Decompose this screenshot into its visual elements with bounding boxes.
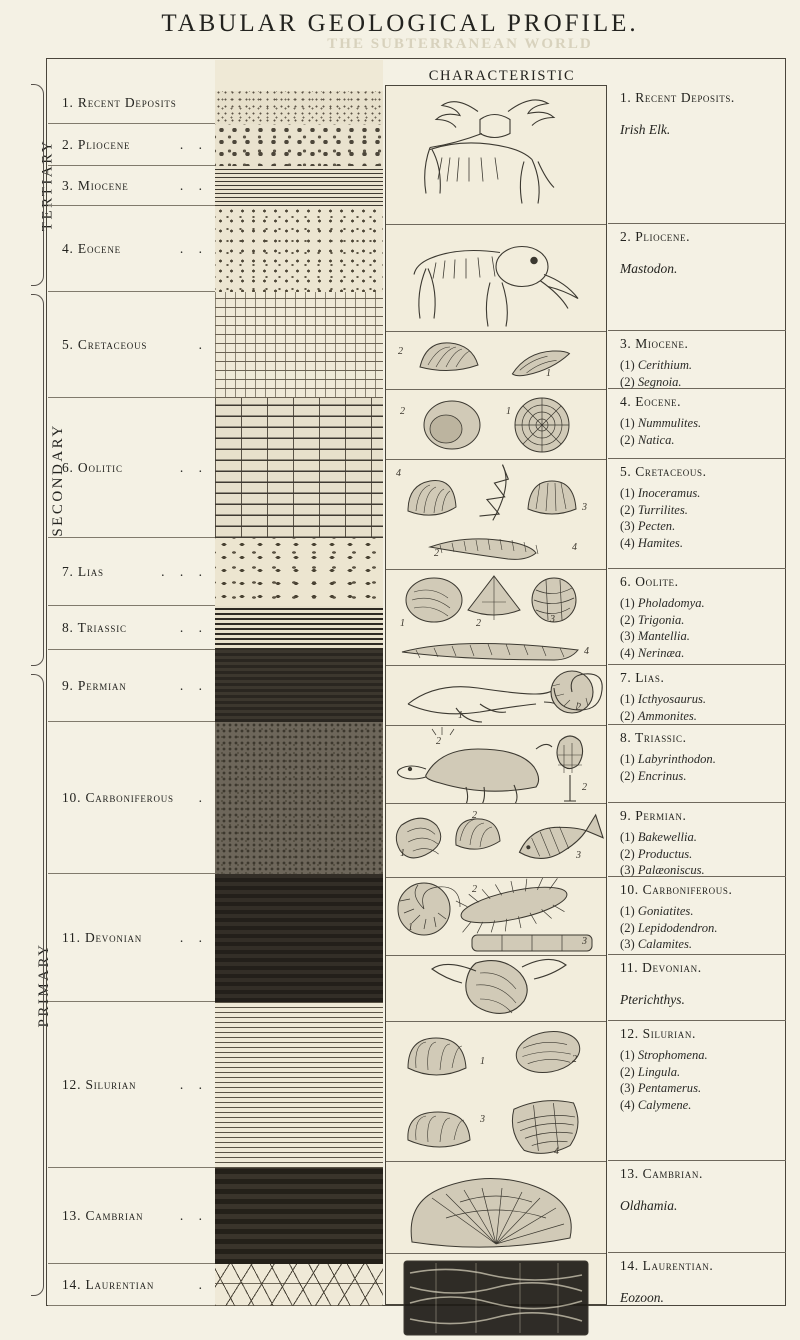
species-name: Lepidodendron.	[637, 920, 718, 935]
fossil-species-item	[620, 645, 778, 662]
stratum-label: 10. Carboniferous	[62, 789, 174, 805]
era-label: TERTIARY	[39, 138, 56, 232]
fossil-index-number: 4	[584, 646, 589, 657]
stratum-row[interactable]	[48, 722, 216, 874]
ghost-title-bleedthrough: THE SUBTERRANEAN WORLD	[327, 36, 593, 52]
fossil-species-name: Pterichthys.	[620, 992, 685, 1007]
fossil-description-title: 2. Pliocene.	[620, 229, 691, 244]
strata-band-oolitic	[215, 398, 383, 538]
stratum-row[interactable]	[48, 166, 216, 206]
species-name: Mantellia.	[637, 629, 690, 644]
fossil-index-number: 2	[582, 782, 587, 793]
fossil-description-title: 5. Cretaceous.	[620, 464, 707, 479]
era-group-tertiary	[0, 80, 56, 290]
stratum-row[interactable]	[48, 206, 216, 292]
fossil-index-number: 2	[434, 548, 439, 559]
fossil-description-cell-10	[608, 877, 786, 955]
species-index: (1)	[620, 830, 635, 844]
fossil-index-number: 4	[554, 1146, 559, 1157]
devonian-pterichthys-illustration	[386, 956, 606, 1021]
era-group-secondary	[0, 290, 67, 670]
stratum-row[interactable]	[48, 82, 216, 124]
species-index: (3)	[620, 629, 635, 644]
fossil-description-cell-2	[608, 224, 786, 331]
species-index: (1)	[620, 1048, 635, 1062]
fossil-cell-9	[386, 804, 606, 878]
fossil-description-cell-6	[608, 569, 786, 665]
strata-band-recent-deposits	[215, 82, 383, 124]
species-name: Inoceramus.	[637, 486, 701, 500]
fossil-species-name: Eozoon.	[620, 1290, 664, 1305]
fossil-cell-13	[386, 1162, 606, 1254]
stratum-label: 1. Recent Deposits	[62, 94, 177, 110]
fossil-description-title: 7. Lias.	[620, 670, 665, 685]
fossil-description-cell-1	[608, 85, 786, 224]
species-name: Ammonites.	[637, 708, 697, 723]
species-index: (2)	[620, 920, 635, 935]
oolite-shells-illustration	[386, 570, 606, 665]
strata-band-miocene	[215, 166, 383, 206]
species-name: Goniatites.	[637, 904, 694, 918]
fossil-index-number: 1	[458, 710, 463, 721]
fossil-cell-6	[386, 570, 606, 666]
fossil-species-list	[620, 903, 778, 953]
fossil-cell-14	[386, 1254, 606, 1340]
species-name: Nummulites.	[637, 416, 702, 430]
fossil-index-number: 1	[506, 406, 511, 417]
strata-band-permian	[215, 650, 383, 722]
fossil-description-title: 1. Recent Deposits.	[620, 90, 735, 105]
fossil-index-number: 1	[400, 618, 405, 629]
species-index: (1)	[620, 486, 635, 500]
fossil-index-number: 1	[400, 848, 405, 859]
fossil-cell-3	[386, 332, 606, 390]
stratum-row[interactable]	[48, 606, 216, 650]
species-index: (3)	[620, 863, 635, 878]
strata-name-column	[48, 60, 216, 1306]
species-index: (4)	[620, 1097, 635, 1112]
species-index: (4)	[620, 645, 635, 660]
species-index: (2)	[620, 432, 635, 447]
fossil-image-column	[385, 85, 607, 1305]
fossil-species-item	[620, 691, 778, 708]
stratum-leader-dots: . .	[179, 136, 208, 152]
species-index: (3)	[620, 1081, 635, 1096]
page-title: TABULAR GEOLOGICAL PROFILE.	[161, 10, 639, 37]
fossil-species-item	[620, 518, 778, 535]
strata-graphic-column	[215, 60, 383, 1306]
fossil-description-cell-4	[608, 389, 786, 459]
fossil-index-number: 2	[576, 702, 581, 713]
species-name: Hamites.	[637, 535, 683, 550]
fossil-species-item	[620, 485, 778, 502]
fossil-species-item	[620, 1080, 778, 1097]
era-bracket-column	[0, 58, 67, 1306]
fossil-description-cell-14	[608, 1253, 786, 1339]
fossil-species-list	[620, 595, 778, 661]
fossil-species-list	[620, 829, 778, 879]
era-group-primary	[0, 670, 53, 1300]
fossil-index-number: 3	[576, 850, 581, 861]
laurentian-eozoon-illustration	[386, 1254, 606, 1340]
stratum-label: 14. Laurentian	[62, 1276, 155, 1292]
fossil-description-title: 8. Triassic.	[620, 730, 687, 745]
stratum-leader-dots: .	[198, 1276, 208, 1292]
species-index: (3)	[620, 937, 635, 952]
stratum-row[interactable]	[48, 1002, 216, 1168]
fossil-species-item	[620, 612, 778, 629]
species-name: Lingula.	[637, 1064, 681, 1079]
species-name: Productus.	[637, 846, 693, 861]
fossil-species-item	[620, 1097, 778, 1114]
stratum-label: 6. Oolitic	[62, 459, 123, 475]
fossil-species-item	[620, 936, 778, 953]
fossil-species-item	[620, 829, 778, 846]
stratum-row[interactable]	[48, 124, 216, 166]
fossil-index-number: 2	[472, 884, 477, 895]
fossil-species-item	[620, 903, 778, 920]
species-index: (3)	[620, 519, 635, 534]
era-bracket	[31, 294, 44, 666]
species-index: (4)	[620, 535, 635, 550]
fossil-species-item	[620, 628, 778, 645]
cambrian-oldhamia-illustration	[386, 1162, 606, 1253]
triassic-labyrinthodon-encrinus-illustration	[386, 726, 606, 803]
stratum-leader-dots: . .	[179, 177, 208, 193]
stratum-leader-dots: . .	[179, 459, 208, 475]
fossil-species-list	[620, 751, 778, 784]
strata-band-cambrian	[215, 1168, 383, 1264]
fossil-description-title: 11. Devonian.	[620, 960, 702, 975]
irish-elk-skeleton-illustration	[386, 86, 606, 224]
fossil-species-name: Irish Elk.	[620, 122, 671, 137]
stratum-leader-dots: .	[198, 789, 208, 805]
strata-band-triassic	[215, 606, 383, 650]
fossil-species-item	[620, 920, 778, 937]
lias-ichthyosaurus-ammonite-illustration	[386, 666, 606, 725]
stratum-leader-dots: . .	[179, 240, 208, 256]
species-name: Strophomena.	[637, 1048, 708, 1062]
stratum-leader-dots: . .	[179, 677, 208, 693]
species-name: Calymene.	[637, 1097, 692, 1112]
fossil-description-cell-5	[608, 459, 786, 569]
fossil-description-cell-11	[608, 955, 786, 1021]
fossil-species-item	[620, 1064, 778, 1081]
stratum-row[interactable]	[48, 1264, 216, 1306]
stratum-label: 13. Cambrian	[62, 1207, 144, 1223]
fossil-species-item	[620, 432, 778, 449]
stratum-row[interactable]	[48, 538, 216, 606]
fossil-species-item	[620, 751, 778, 768]
fossil-cell-5	[386, 460, 606, 570]
fossil-species-list	[620, 1047, 778, 1113]
fossil-index-number: 2	[400, 406, 405, 417]
species-name: Segnoia.	[637, 374, 682, 389]
species-index: (2)	[620, 768, 635, 783]
species-name: Cerithium.	[637, 358, 693, 372]
stratum-label: 9. Permian	[62, 677, 127, 693]
stratum-label: 8. Triassic	[62, 619, 127, 635]
fossil-index-number: 2	[476, 618, 481, 629]
species-index: (2)	[620, 1064, 635, 1079]
stratum-row[interactable]	[48, 650, 216, 722]
species-index: (2)	[620, 846, 635, 861]
stratum-leader-dots: . .	[179, 929, 208, 945]
fossil-index-number: 3	[550, 614, 555, 625]
profile-frame	[46, 58, 786, 1306]
species-index: (1)	[620, 596, 635, 610]
fossil-description-cell-3	[608, 331, 786, 389]
fossil-species-item	[620, 708, 778, 725]
stratum-label: 12. Silurian	[62, 1076, 137, 1092]
species-name: Nerinæa.	[637, 645, 685, 660]
era-bracket	[31, 674, 44, 1296]
species-index: (1)	[620, 752, 635, 766]
fossil-species-item	[620, 415, 778, 432]
species-name: Trigonia.	[637, 612, 685, 627]
permian-shells-fish-illustration	[386, 804, 606, 877]
species-index: (2)	[620, 708, 635, 723]
strata-band-lias	[215, 538, 383, 606]
silurian-brachiopods-trilobite-illustration	[386, 1022, 606, 1161]
strata-band-cretaceous	[215, 292, 383, 398]
fossil-index-number: 1	[480, 1056, 485, 1067]
fossil-index-number: 2	[472, 810, 477, 821]
species-index: (2)	[620, 612, 635, 627]
fossil-index-number: 3	[582, 936, 587, 947]
fossil-species-item	[620, 595, 778, 612]
fossil-description-title: 4. Eocene.	[620, 394, 682, 409]
era-bracket	[31, 84, 44, 286]
stratum-label: 4. Eocene	[62, 240, 121, 256]
strata-band-eocene	[215, 206, 383, 292]
strata-band-laurentian	[215, 1264, 383, 1306]
mastodon-skeleton-illustration	[386, 225, 606, 331]
stratum-row[interactable]	[48, 1168, 216, 1264]
fossil-index-number: 1	[408, 922, 413, 933]
species-name: Pholadomya.	[637, 596, 705, 610]
species-name: Icthyosaurus.	[637, 692, 707, 706]
stratum-leader-dots: . .	[179, 1207, 208, 1223]
species-name: Bakewellia.	[637, 830, 697, 844]
species-name: Palæoniscus.	[637, 863, 705, 878]
stratum-row[interactable]	[48, 398, 216, 538]
stratum-leader-dots: . .	[179, 619, 208, 635]
fossil-cell-11	[386, 956, 606, 1022]
stratum-leader-dots: . .	[179, 1076, 208, 1092]
species-name: Calamites.	[637, 937, 693, 952]
fossil-species-item	[620, 846, 778, 863]
species-index: (1)	[620, 692, 635, 706]
fossil-description-cell-12	[608, 1021, 786, 1161]
fossil-index-number: 2	[436, 736, 441, 747]
species-index: (2)	[620, 374, 635, 389]
fossil-species-item	[620, 374, 778, 391]
fossil-species-item	[620, 357, 778, 374]
strata-band-carboniferous	[215, 722, 383, 874]
species-index: (1)	[620, 358, 635, 372]
stratum-label: 3. Miocene	[62, 177, 129, 193]
fossil-description-title: 9. Permian.	[620, 808, 687, 823]
carboniferous-goniatite-lepidodendron-illustration	[386, 878, 606, 955]
fossil-species-name: Oldhamia.	[620, 1198, 678, 1213]
fossil-description-cell-13	[608, 1161, 786, 1253]
species-name: Encrinus.	[637, 768, 687, 783]
era-label: SECONDARY	[50, 423, 67, 537]
fossil-species-list	[620, 691, 778, 724]
fossil-species-list	[620, 485, 778, 551]
stratum-label: 11. Devonian	[62, 929, 143, 945]
fossil-cell-8	[386, 726, 606, 804]
fossil-index-number: 1	[546, 368, 551, 379]
eocene-nummulites-natica-illustration	[386, 390, 606, 459]
fossil-species-list	[620, 357, 778, 390]
fossil-species-item	[620, 1047, 778, 1064]
fossil-index-number: 2	[572, 1054, 577, 1065]
fossil-cell-1	[386, 86, 606, 225]
fossil-description-cell-7	[608, 665, 786, 725]
species-index: (1)	[620, 416, 635, 430]
species-name: Pecten.	[637, 519, 676, 534]
fossil-description-cell-9	[608, 803, 786, 877]
stratum-label: 5. Cretaceous	[62, 336, 148, 352]
fossil-species-item	[620, 768, 778, 785]
stratum-label: 7. Lias	[62, 563, 104, 579]
strata-band-devonian	[215, 874, 383, 1002]
fossil-index-number: 4	[396, 468, 401, 479]
species-index: (2)	[620, 502, 635, 517]
stratum-row[interactable]	[48, 292, 216, 398]
header-fossil-line1: CHARACTERISTIC	[428, 68, 576, 84]
era-label: PRIMARY	[36, 942, 53, 1028]
fossil-description-title: 3. Miocene.	[620, 336, 689, 351]
fossil-cell-4	[386, 390, 606, 460]
fossil-index-number: 2	[398, 346, 403, 357]
species-name: Natica.	[637, 432, 675, 447]
fossil-species-list	[620, 415, 778, 448]
species-name: Turrilites.	[637, 502, 688, 517]
fossil-cell-2	[386, 225, 606, 332]
miocene-shell-and-leaf-illustration	[386, 332, 606, 389]
fossil-description-title: 14. Laurentian.	[620, 1258, 714, 1273]
fossil-index-number: 4	[572, 542, 577, 553]
fossil-species-item	[620, 535, 778, 552]
fossil-species-name: Mastodon.	[620, 261, 678, 276]
topsoil-surface	[215, 82, 383, 91]
fossil-description-column	[608, 85, 786, 1305]
fossil-cell-10	[386, 878, 606, 956]
species-index: (1)	[620, 904, 635, 918]
fossil-description-title: 13. Cambrian.	[620, 1166, 703, 1181]
fossil-cell-7	[386, 666, 606, 726]
stratum-leader-dots: . . .	[161, 563, 208, 579]
fossil-index-number: 3	[480, 1114, 485, 1125]
fossil-species-item	[620, 502, 778, 519]
species-name: Labyrinthodon.	[637, 752, 716, 766]
fossil-index-number: 3	[582, 502, 587, 513]
strata-band-pliocene	[215, 124, 383, 166]
fossil-cell-12	[386, 1022, 606, 1162]
fossil-description-cell-8	[608, 725, 786, 803]
stratum-row[interactable]	[48, 874, 216, 1002]
fossil-description-title: 12. Silurian.	[620, 1026, 696, 1041]
stratum-label: 2. Pliocene	[62, 136, 131, 152]
fossil-description-title: 6. Oolite.	[620, 574, 679, 589]
strata-band-silurian	[215, 1002, 383, 1168]
stratum-leader-dots: .	[198, 336, 208, 352]
fossil-description-title: 10. Carboniferous.	[620, 882, 733, 897]
species-name: Pentamerus.	[637, 1081, 702, 1096]
